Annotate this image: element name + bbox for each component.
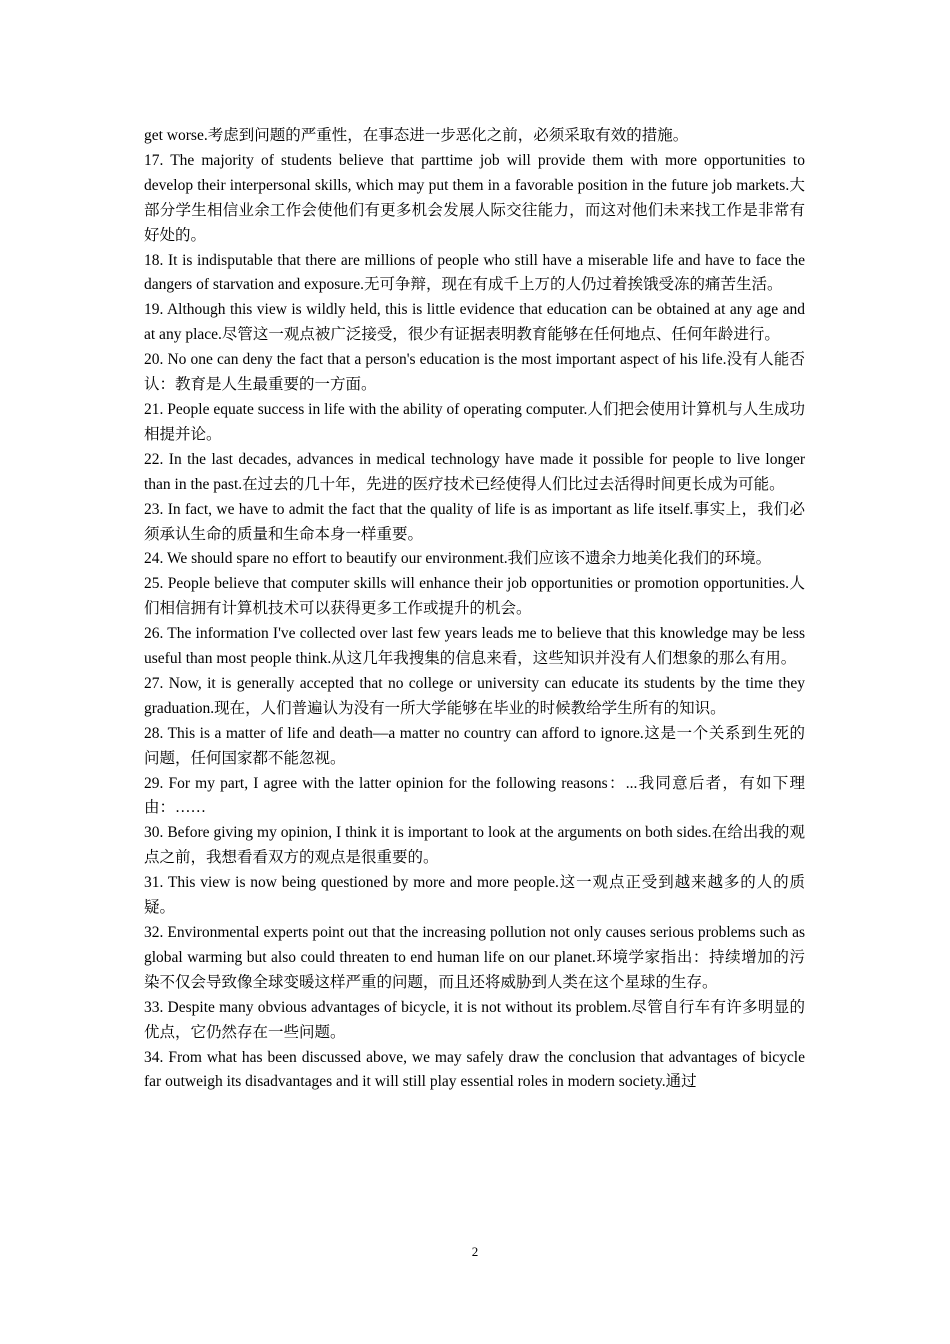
paragraph-33: 33. Despite many obvious advantages of bicycle, it is not without its problem.尽管自行车有许多明显的优点，它仍然存在一些问题。 <box>144 998 805 1041</box>
paragraph-17: 17. The majority of students believe that parttime job will provide them with more opportunities to develop their interpersonal skills, which may put them in a favorable position in the future job markets.大部分学生相信业余工作会使他们有更多机会发展人际交往能力，而这对他们未来找工作是非常有好处的。 <box>144 151 805 244</box>
paragraph-26: 26. The information I've collected over last few years leads me to believe that this knowledge may be less useful than most people think.从这几年我搜集的信息来看，这些知识并没有人们想象的那么有用。 <box>144 625 805 668</box>
paragraph-30: 30. Before giving my opinion, I think it is important to look at the arguments on both sides.在给出我的观点之前，我想看看双方的观点是很重要的。 <box>144 824 805 867</box>
paragraph-32: 32. Environmental experts point out that the increasing pollution not only causes serious problems such as global warming but also could threaten to end human life on our planet.环境学家指出：持续增加的污染不仅会导致像全球变暖这样严重的问题，而且还将威胁到人类在这个星球的生存。 <box>144 924 805 991</box>
paragraph-22: 22. In the last decades, advances in medical technology have made it possible for people to live longer than in the past.在过去的几十年，先进的医疗技术已经使得人们比过去活得时间更长成为可能。 <box>144 450 805 493</box>
paragraph-28: 28. This is a matter of life and death—a matter no country can afford to ignore.这是一个关系到生死的问题，任何国家都不能忽视。 <box>144 724 805 767</box>
paragraph-18: 18. It is indisputable that there are millions of people who still have a miserable life and have to face the dangers of starvation and exposure.无可争辩，现在有成千上万的人仍过着挨饿受冻的痛苦生活。 <box>144 251 805 294</box>
paragraph-19: 19. Although this view is wildly held, this is little evidence that education can be obtained at any age and at any place.尽管这一观点被广泛接受，很少有证据表明教育能够在任何地点、任何年龄进行。 <box>144 301 805 344</box>
paragraph-24: 24. We should spare no effort to beautify our environment.我们应该不遗余力地美化我们的环境。 <box>144 550 772 568</box>
paragraph-23: 23. In fact, we have to admit the fact that the quality of life is as important as life itself.事实上，我们必须承认生命的质量和生命本身一样重要。 <box>144 500 805 543</box>
paragraph-29: 29. For my part, I agree with the latter opinion for the following reasons：...我同意后者，有如下理由：…… <box>144 774 805 817</box>
paragraph-continuation: get worse.考虑到问题的严重性，在事态进一步恶化之前，必须采取有效的措施。 <box>144 127 689 144</box>
paragraph-25: 25. People believe that computer skills will enhance their job opportunities or promotion opportunities.人们相信拥有计算机技术可以获得更多工作或提升的机会。 <box>144 575 805 618</box>
paragraph-20: 20. No one can deny the fact that a person's education is the most important aspect of his life.没有人能否认：教育是人生最重要的一方面。 <box>144 351 805 394</box>
paragraph-34: 34. From what has been discussed above, we may safely draw the conclusion that advantages of bicycle far outweigh its disadvantages and it will still play essential roles in modern society.通过 <box>144 1048 805 1091</box>
paragraph-21: 21. People equate success in life with the ability of operating computer.人们把会使用计算机与人生成功相提并论。 <box>144 400 805 443</box>
paragraph-27: 27. Now, it is generally accepted that no college or university can educate its students by the time they graduation.现在，人们普遍认为没有一所大学能够在毕业的时候教给学生所有的知识。 <box>144 674 805 717</box>
body-text <box>144 124 805 1095</box>
paragraph-31: 31. This view is now being questioned by more and more people.这一观点正受到越来越多的人的质疑。 <box>144 874 805 917</box>
page-number: 2 <box>471 1244 479 1259</box>
